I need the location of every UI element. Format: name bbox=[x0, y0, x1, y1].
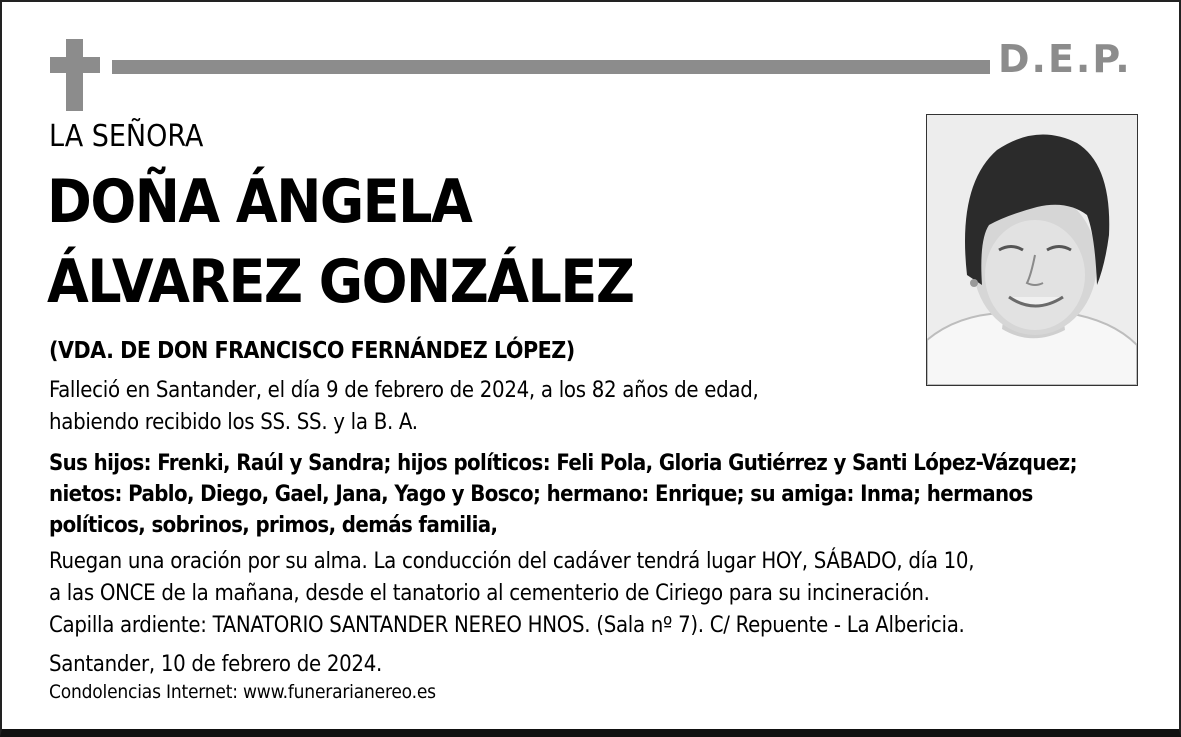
condolences-text: Condolencias Internet: www.funerarianereo.es bbox=[49, 681, 436, 703]
family-line: nietos: Pablo, Diego, Gael, Jana, Yago y Bosco; hermano: Enrique; su amiga: Inma; hermanos bbox=[49, 482, 1033, 507]
portrait-photo bbox=[926, 114, 1138, 386]
cross-icon bbox=[66, 39, 83, 111]
family-line: políticos, sobrinos, primos, demás familia, bbox=[49, 513, 498, 538]
widow-of-text: (VDA. DE DON FRANCISCO FERNÁNDEZ LÓPEZ) bbox=[49, 338, 575, 364]
name-line-1: DOÑA ÁNGELA bbox=[47, 167, 472, 237]
service-line: a las ONCE de la mañana, desde el tanatorio al cementerio de Ciriego para su incineración. bbox=[49, 581, 930, 606]
intro-text: LA SEÑORA bbox=[49, 119, 204, 154]
service-line: Ruegan una oración por su alma. La conducción del cadáver tendrá lugar HOY, SÁBADO, día 10, bbox=[49, 549, 975, 574]
service-paragraph bbox=[49, 546, 974, 642]
deceased-name bbox=[47, 162, 633, 322]
family-paragraph bbox=[49, 448, 1077, 541]
name-line-2: ÁLVAREZ GONZÁLEZ bbox=[47, 247, 634, 317]
header-rule bbox=[112, 60, 990, 74]
death-notice-paragraph bbox=[49, 375, 759, 439]
portrait-image bbox=[927, 115, 1137, 385]
death-notice-line: habiendo recibido los SS. SS. y la B. A. bbox=[49, 410, 418, 435]
service-line: Capilla ardiente: TANATORIO SANTANDER NEREO HNOS. (Sala nº 7). C/ Repuente - La Albericia. bbox=[49, 613, 965, 638]
family-line: Sus hijos: Frenki, Raúl y Sandra; hijos políticos: Feli Pola, Gloria Gutiérrez y Santi López-Vázquez; bbox=[49, 451, 1077, 476]
death-notice-line: Falleció en Santander, el día 9 de febrero de 2024, a los 82 años de edad, bbox=[49, 378, 759, 403]
place-date: Santander, 10 de febrero de 2024. bbox=[49, 652, 382, 677]
cross-icon-bar bbox=[50, 57, 100, 73]
dep-label: D.E.P. bbox=[998, 37, 1132, 81]
